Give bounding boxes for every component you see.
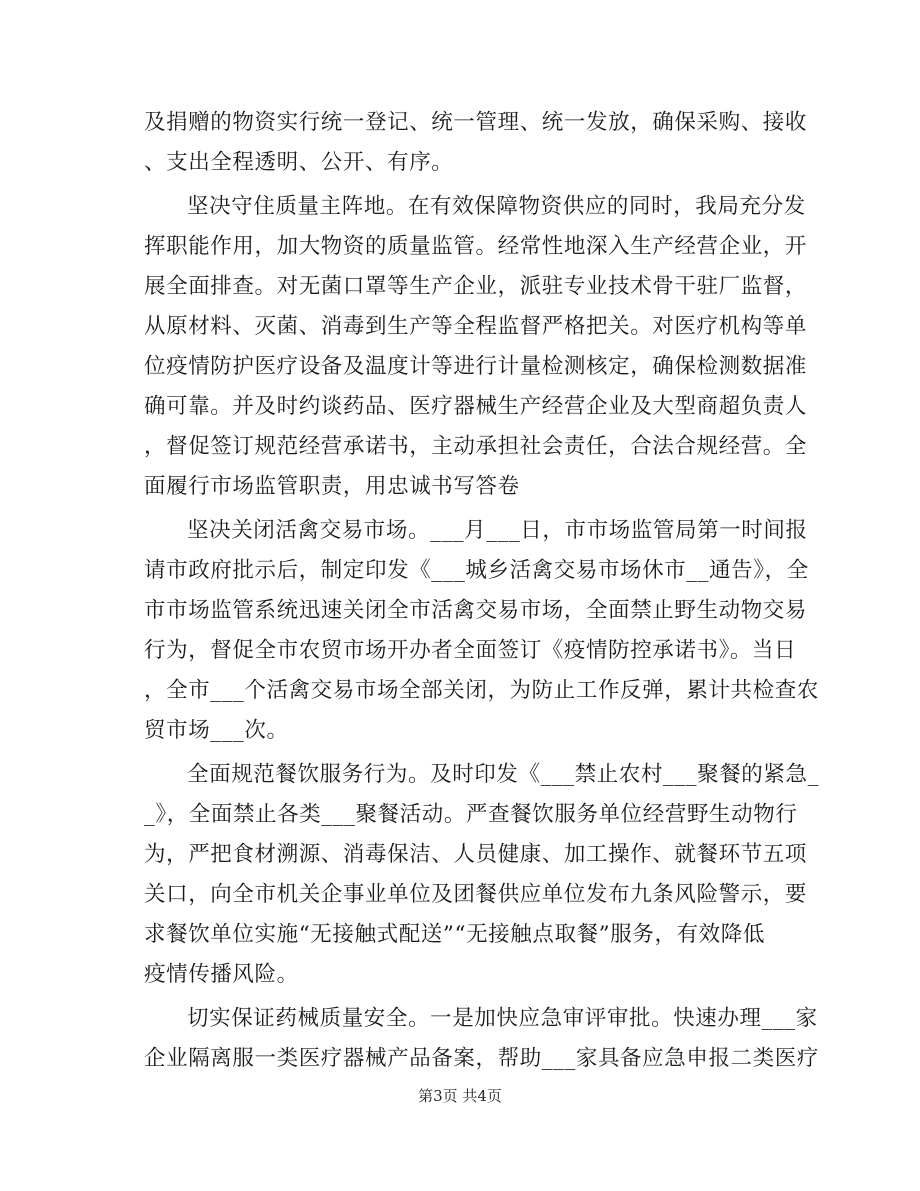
text-line: 求餐饮单位实施“无接触式配送”“无接触点取餐”服务，有效降低 xyxy=(144,922,765,947)
text-line: 为，严把食材溯源、消毒保洁、人员健康、加工操作、就餐环节五项 xyxy=(144,842,808,867)
text-line: 及捐赠的物资实行统一登记、统一管理、统一发放，确保采购、接收 xyxy=(144,110,808,135)
paragraph-start-line: 全面规范餐饮服务行为。及时印发《___禁止农村___聚餐的紧急_ xyxy=(187,762,819,787)
text-line: 展全面排查。对无菌口罩等生产企业，派驻专业技术骨干驻厂监督， xyxy=(144,274,808,299)
text-line: 位疫情防护医疗设备及温度计等进行计量检测核定，确保检测数据准 xyxy=(144,354,808,379)
text-line: 关口，向全市机关企事业单位及团餐供应单位发布九条风险警示，要 xyxy=(144,882,808,907)
text-line: 请市政府批示后，制定印发《___城乡活禽交易市场休市__通告》，全 xyxy=(144,558,809,583)
paragraph-start-line: 切实保证药械质量安全。一是加快应急审评审批。快速办理___家 xyxy=(187,1006,818,1031)
text-line: 挥职能作用，加大物资的质量监管。经常性地深入生产经营企业，开 xyxy=(144,234,808,259)
page-number-footer: 第3页 共4页 xyxy=(418,1087,502,1105)
text-line: ，督促签订规范经营承诺书，主动承担社会责任，合法合规经营。全 xyxy=(144,434,808,459)
text-line: 从原材料、灭菌、消毒到生产等全程监督严格把关。对医疗机构等单 xyxy=(144,314,808,339)
text-line: 面履行市场监管职责，用忠诚书写答卷 xyxy=(144,474,520,499)
text-line: 贸市场___次。 xyxy=(144,718,289,743)
text-line: 、支出全程透明、公开、有序。 xyxy=(144,150,454,175)
text-line: 疫情传播风险。 xyxy=(144,962,299,987)
paragraph-start-line: 坚决关闭活禽交易市场。___月___日，市市场监管局第一时间报 xyxy=(187,518,808,543)
text-line: 市市场监管系统迅速关闭全市活禽交易市场，全面禁止野生动物交易 xyxy=(144,598,808,623)
text-line: 企业隔离服一类医疗器械产品备案，帮助___家具备应急申报二类医疗 xyxy=(144,1046,819,1071)
paragraph-start-line: 坚决守住质量主阵地。在有效保障物资供应的同时，我局充分发 xyxy=(187,194,806,219)
text-line: _》，全面禁止各类___聚餐活动。严查餐饮服务单位经营野生动物行 xyxy=(144,802,798,827)
text-line: 确可靠。并及时约谈药品、医疗器械生产经营企业及大型商超负责人 xyxy=(144,394,808,419)
text-line: 行为，督促全市农贸市场开办者全面签订《疫情防控承诺书》。当日 xyxy=(144,638,797,663)
text-line: ，全市___个活禽交易市场全部关闭，为防止工作反弹，累计共检查农 xyxy=(144,678,819,703)
